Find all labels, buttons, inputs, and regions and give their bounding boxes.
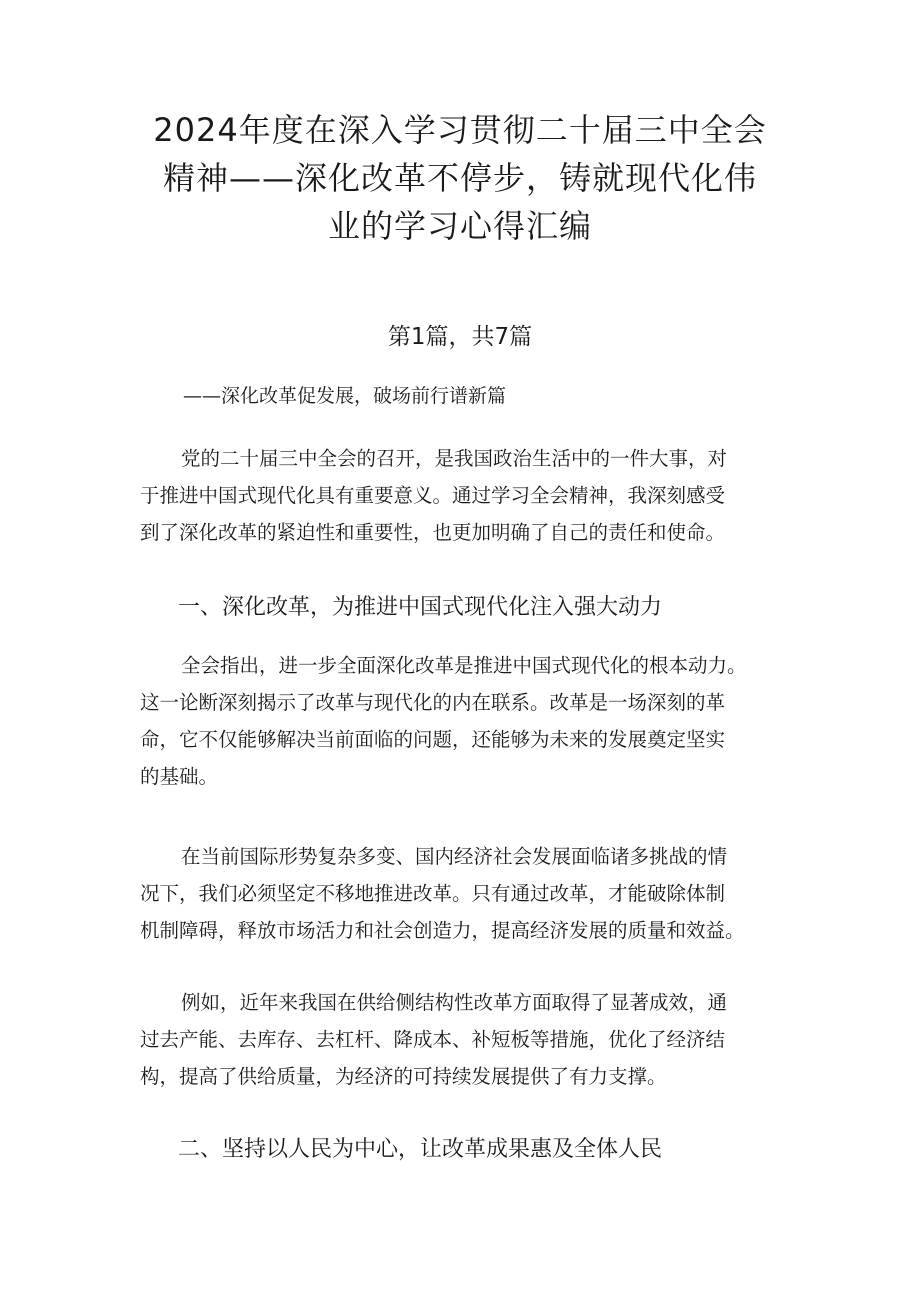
paragraph-line: 构，提高了供给质量，为经济的可持续发展提供了有力支撑。 (140, 1065, 667, 1088)
title-line: 2024年度在深入学习贯彻二十届三中全会 (153, 111, 767, 149)
paragraph-line: 这一论断深刻揭示了改革与现代化的内在联系。改革是一场深刻的革 (140, 691, 726, 714)
paragraph-line: 过去产能、去库存、去杠杆、降成本、补短板等措施，优化了经济结 (140, 1028, 726, 1051)
paragraph-line: 党的二十届三中全会的召开，是我国政治生活中的一件大事，对 (181, 447, 728, 470)
paragraph-line: 命，它不仅能够解决当前面临的问题，还能够为未来的发展奠定坚实 (140, 728, 726, 751)
paragraph-line: 在当前国际形势复杂多变、国内经济社会发展面临诸多挑战的情 (181, 845, 728, 868)
paragraph-line: 的基础。 (140, 765, 219, 788)
paragraph-1 (140, 440, 800, 551)
paragraph-line: 例如，近年来我国在供给侧结构性改革方面取得了显著成效，通 (181, 991, 728, 1014)
section-heading-2: 二、坚持以人民为中心，让改革成果惠及全体人民 (178, 1137, 663, 1162)
paragraph-line: 到了深化改革的紧迫性和重要性，也更加明确了自己的责任和使命。 (140, 521, 726, 544)
title-line: 业的学习心得汇编 (327, 207, 592, 245)
paragraph-line: 机制障碍，释放市场活力和社会创造力，提高经济发展的质量和效益。 (140, 919, 745, 942)
paragraph-line: 况下，我们必须坚定不移地推进改革。只有通过改革，才能破除体制 (140, 882, 726, 905)
paragraph-2 (140, 647, 800, 795)
paragraph-line: 于推进中国式现代化具有重要意义。通过学习全会精神，我深刻感受 (140, 484, 726, 507)
paragraph-4 (140, 984, 800, 1095)
paragraph-line: 全会指出，进一步全面深化改革是推进中国式现代化的根本动力。 (181, 654, 747, 677)
title-line: 精神——深化改革不停步，铸就现代化伟 (162, 159, 757, 197)
subtitle: ——深化改革促发展，破场前行谱新篇 (183, 385, 507, 407)
paragraph-3 (140, 838, 800, 949)
section-heading-1: 一、深化改革，为推进中国式现代化注入强大动力 (178, 595, 663, 620)
part-label: 第1篇，共7篇 (387, 324, 533, 350)
document-title (130, 106, 790, 250)
